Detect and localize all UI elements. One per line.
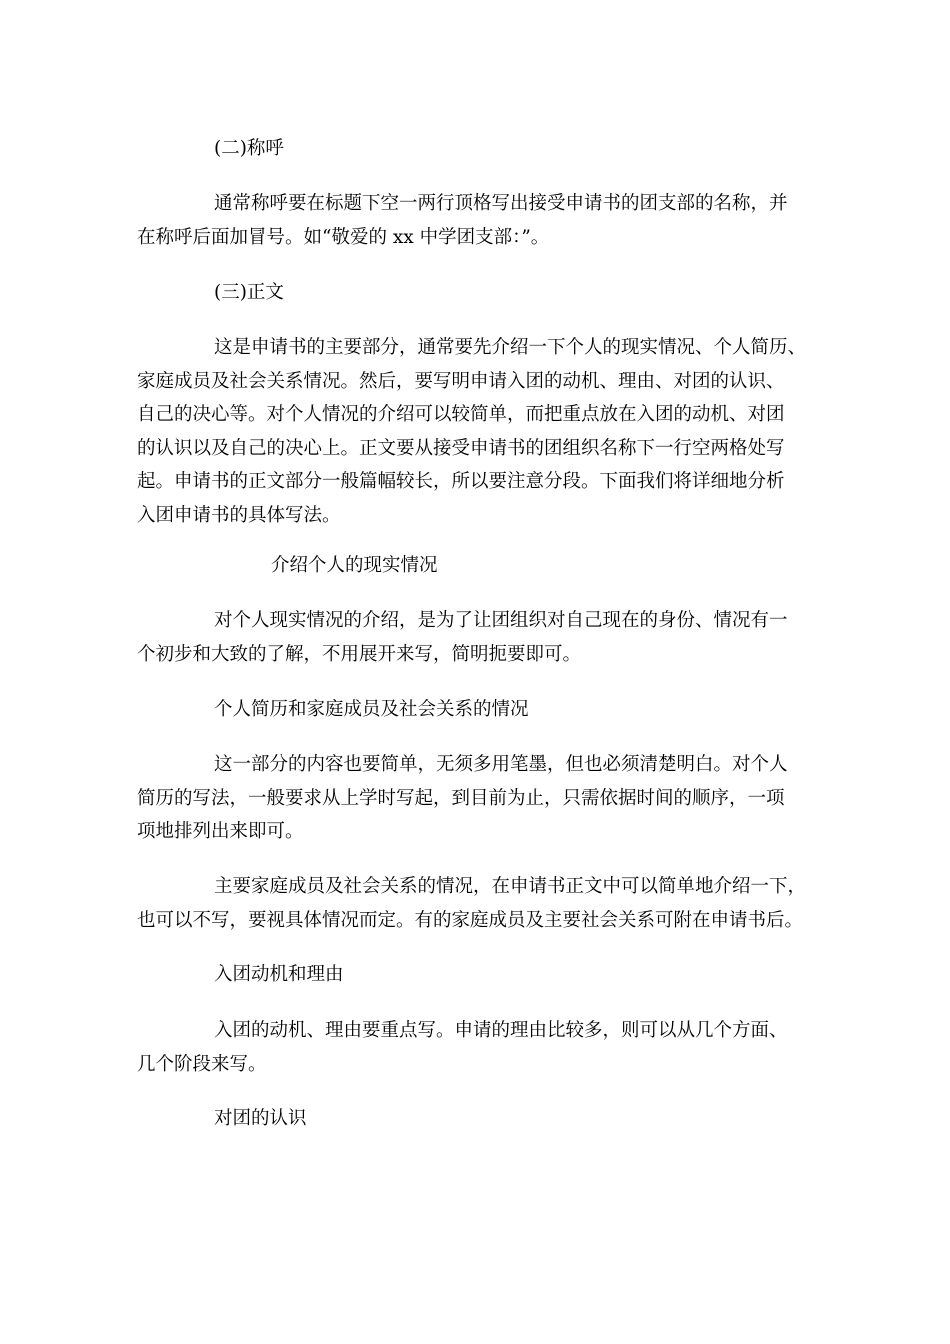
- text-line: 这一部分的内容也要简单，无须多用笔墨，但也必须清楚明白。对个人: [214, 754, 788, 775]
- heading-personal: [137, 549, 827, 583]
- heading-understanding: [137, 1102, 827, 1136]
- text-line: 入团的动机、理由要重点写。申请的理由比较多，则可以从几个方面、: [214, 1020, 788, 1041]
- text-line: (二)称呼: [214, 138, 284, 159]
- paragraph-family: [137, 870, 827, 937]
- text-line: 也可以不写，要视具体情况而定。有的家庭成员及主要社会关系可附在申请书后。: [137, 909, 804, 931]
- paragraph-salutation: [137, 187, 827, 254]
- text-line: 介绍个人的现实情况: [271, 555, 438, 576]
- heading-body: [137, 276, 827, 310]
- text-line: 几个阶段来写。: [137, 1053, 267, 1075]
- heading-motive: [137, 958, 827, 992]
- paragraph-resume: [137, 748, 827, 849]
- text-line: 自己的决心等。对个人情况的介绍可以较简单，而把重点放在入团的动机、对团: [137, 404, 785, 425]
- text-line: 对个人现实情况的介绍，是为了让团组织对自己现在的身份、情况有一: [214, 610, 788, 631]
- text-line: 简历的写法，一般要求从上学时写起，到目前为止，只需依据时间的顺序，一项: [137, 787, 785, 809]
- text-line: 入团动机和理由: [214, 964, 344, 985]
- text-line: 个人简历和家庭成员及社会关系的情况: [214, 699, 529, 720]
- text-line: 项地排列出来即可。: [137, 821, 304, 842]
- text-line: (三)正文: [214, 282, 284, 303]
- text-line: 这是申请书的主要部分，通常要先介绍一下个人的现实情况、个人简历、: [214, 337, 807, 358]
- text-line: 在称呼后面加冒号。如“敬爱的 xx 中学团支部：”。: [137, 226, 550, 248]
- text-line: 对团的认识: [214, 1108, 307, 1129]
- text-line: 主要家庭成员及社会关系的情况，在申请书正文中可以简单地介绍一下，: [214, 876, 807, 897]
- heading-resume: [137, 693, 827, 727]
- paragraph-body: [137, 331, 827, 532]
- text-line: 家庭成员及社会关系情况。然后，要写明申请入团的动机、理由、对团的认识、: [137, 370, 785, 392]
- text-line: 入团申请书的具体写法。: [137, 504, 341, 526]
- text-line: 起。申请书的正文部分一般篇幅较长，所以要注意分段。下面我们将详细地分析: [137, 471, 785, 492]
- text-line: 个初步和大致的了解，不用展开来写，简明扼要即可。: [137, 643, 582, 665]
- paragraph-personal: [137, 604, 827, 671]
- text-line: 的认识以及自己的决心上。正文要从接受申请书的团组织名称下一行空两格处写: [137, 437, 785, 459]
- heading-salutation: [137, 132, 827, 166]
- paragraph-motive: [137, 1014, 827, 1081]
- text-line: 通常称呼要在标题下空一两行顶格写出接受申请书的团支部的名称，并: [214, 193, 788, 214]
